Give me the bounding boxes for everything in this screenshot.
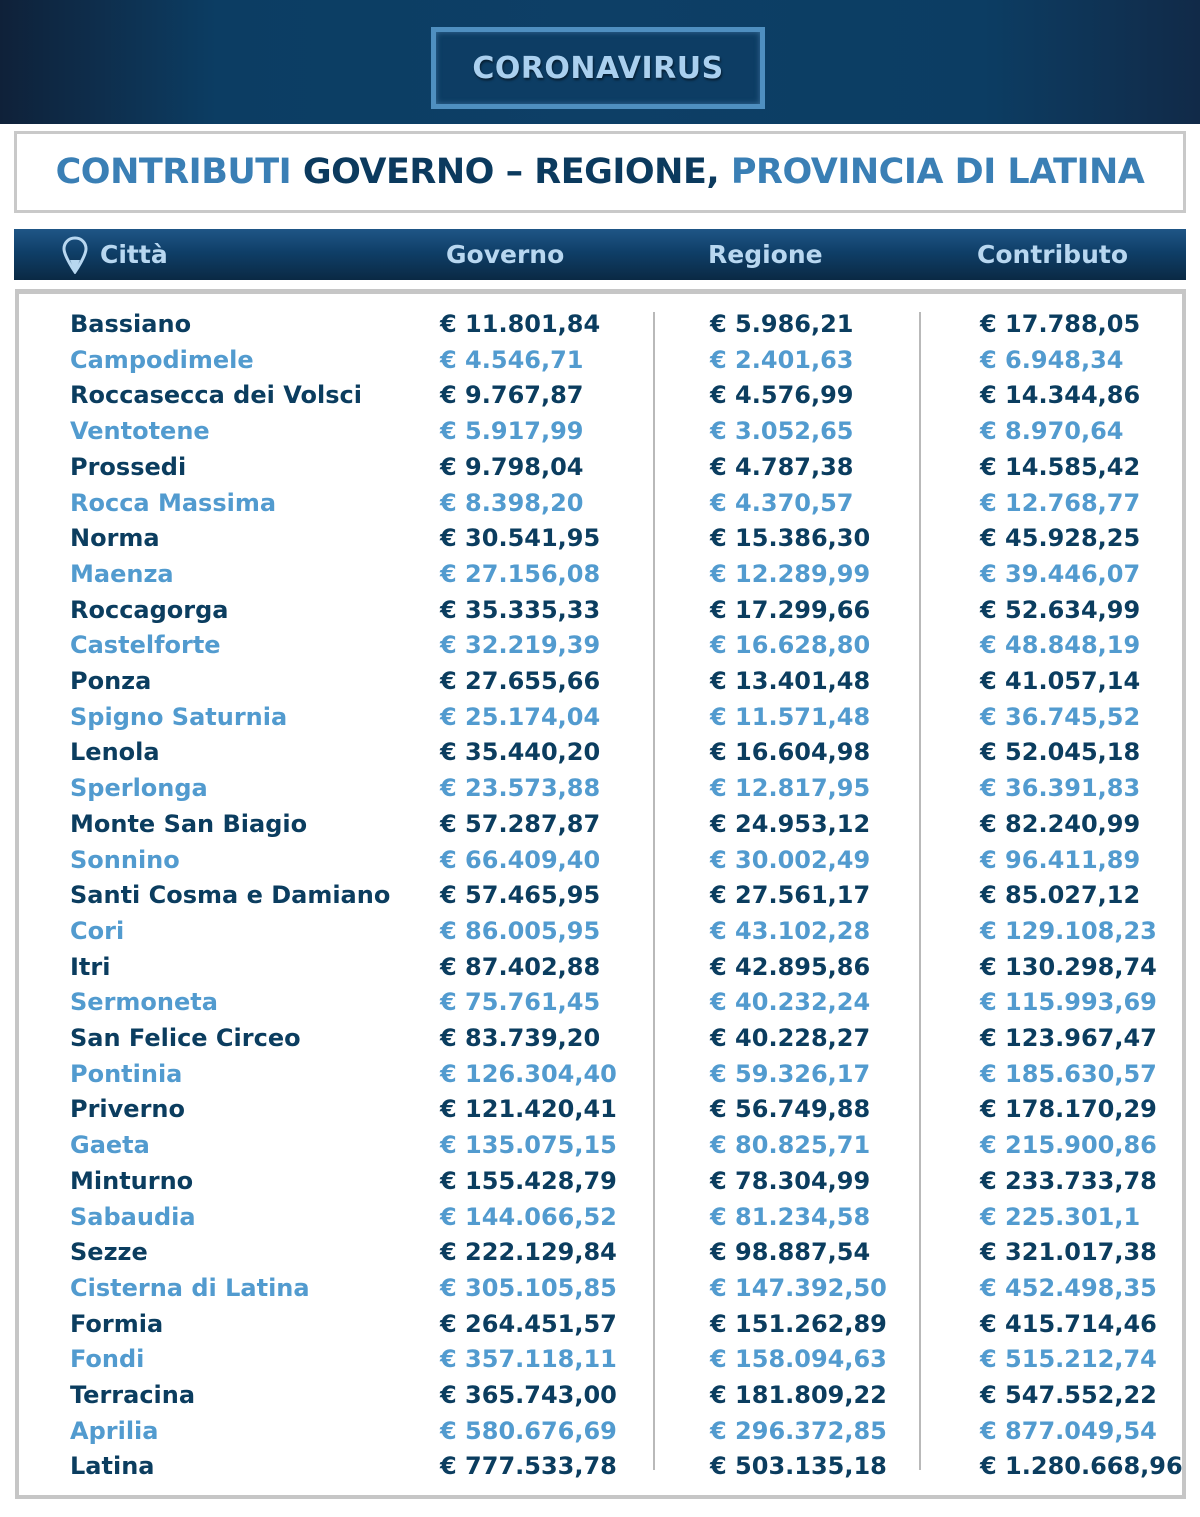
- government-cell: € 365.743,00: [440, 1381, 617, 1409]
- city-cell: Sabaudia: [70, 1202, 196, 1231]
- city-cell: Norma: [70, 524, 160, 553]
- table-row: [19, 1163, 1182, 1199]
- table-row: [19, 306, 1182, 342]
- table-row: [19, 485, 1182, 521]
- city-cell: Roccagorga: [70, 595, 229, 624]
- city-cell: Bassiano: [70, 310, 192, 338]
- region-cell: € 24.953,12: [710, 809, 871, 838]
- region-cell: € 2.401,63: [710, 345, 854, 374]
- region-cell: € 503.135,18: [710, 1452, 887, 1481]
- city-cell: Ponza: [70, 667, 152, 695]
- page-title: [14, 131, 1186, 213]
- city-cell: Cisterna di Latina: [70, 1273, 310, 1302]
- region-cell: € 12.289,99: [710, 559, 871, 588]
- government-cell: € 5.917,99: [440, 417, 584, 446]
- government-cell: € 30.541,95: [440, 524, 601, 553]
- government-cell: € 126.304,40: [440, 1059, 617, 1088]
- total-cell: € 52.045,18: [980, 738, 1141, 767]
- city-cell: Cori: [70, 916, 125, 945]
- government-cell: € 66.409,40: [440, 845, 601, 874]
- coronavirus-badge: [431, 27, 765, 109]
- total-cell: € 1.280.668,96: [980, 1452, 1183, 1481]
- city-cell: Itri: [70, 952, 111, 981]
- city-cell: Sperlonga: [70, 774, 208, 803]
- table-row: [19, 1341, 1182, 1377]
- table-row: [19, 1199, 1182, 1235]
- total-cell: € 452.498,35: [980, 1273, 1157, 1302]
- government-cell: € 222.129,84: [440, 1238, 617, 1267]
- city-cell: Fondi: [70, 1345, 145, 1374]
- table-row: [19, 449, 1182, 485]
- region-cell: € 16.604,98: [710, 738, 871, 767]
- table-row: [19, 377, 1182, 413]
- city-cell: Maenza: [70, 559, 174, 588]
- government-cell: € 9.798,04: [440, 452, 584, 481]
- government-cell: € 57.287,87: [440, 809, 601, 838]
- total-cell: € 48.848,19: [980, 631, 1141, 660]
- table-row: [19, 842, 1182, 878]
- city-cell: Campodimele: [70, 345, 254, 374]
- government-cell: € 57.465,95: [440, 881, 601, 910]
- total-cell: € 14.585,42: [980, 452, 1141, 481]
- region-cell: € 43.102,28: [710, 916, 871, 945]
- total-cell: € 85.027,12: [980, 881, 1141, 910]
- table-row: [19, 556, 1182, 592]
- region-cell: € 59.326,17: [710, 1059, 871, 1088]
- government-cell: € 27.156,08: [440, 559, 601, 588]
- total-cell: € 130.298,74: [980, 952, 1157, 981]
- location-pin-icon: [62, 236, 88, 274]
- title-part-contributi: CONTRIBUTI: [55, 152, 292, 192]
- total-cell: € 52.634,99: [980, 595, 1141, 624]
- government-cell: € 580.676,69: [440, 1416, 617, 1445]
- total-cell: € 115.993,69: [980, 988, 1157, 1017]
- total-cell: € 215.900,86: [980, 1131, 1157, 1160]
- total-cell: € 36.391,83: [980, 774, 1141, 803]
- city-cell: Gaeta: [70, 1131, 150, 1160]
- table-row: [19, 913, 1182, 949]
- table-row: [19, 592, 1182, 628]
- table-row: [19, 1306, 1182, 1342]
- city-cell: Castelforte: [70, 631, 221, 660]
- table-header: [14, 229, 1186, 280]
- government-cell: € 32.219,39: [440, 631, 601, 660]
- table-row: [19, 1377, 1182, 1413]
- table-row: [19, 1234, 1182, 1270]
- total-cell: € 6.948,34: [980, 345, 1124, 374]
- government-cell: € 9.767,87: [440, 381, 584, 410]
- region-cell: € 12.817,95: [710, 774, 871, 803]
- badge-label: CORONAVIRUS: [472, 50, 724, 86]
- government-cell: € 35.440,20: [440, 738, 601, 767]
- table-row: [19, 984, 1182, 1020]
- region-cell: € 56.749,88: [710, 1095, 871, 1124]
- header-region: Regione: [708, 240, 823, 269]
- region-cell: € 4.576,99: [710, 381, 854, 410]
- government-cell: € 11.801,84: [440, 310, 601, 338]
- government-cell: € 83.739,20: [440, 1024, 601, 1052]
- table-row: [19, 663, 1182, 699]
- government-cell: € 144.066,52: [440, 1202, 617, 1231]
- total-cell: € 96.411,89: [980, 845, 1141, 874]
- table-row: [19, 877, 1182, 913]
- region-cell: € 40.232,24: [710, 988, 871, 1017]
- region-cell: € 181.809,22: [710, 1381, 887, 1409]
- government-cell: € 305.105,85: [440, 1273, 617, 1302]
- government-cell: € 155.428,79: [440, 1166, 617, 1195]
- table-row: [19, 734, 1182, 770]
- total-cell: € 415.714,46: [980, 1309, 1157, 1338]
- region-cell: € 147.392,50: [710, 1273, 887, 1302]
- government-cell: € 35.335,33: [440, 595, 601, 624]
- region-cell: € 15.386,30: [710, 524, 871, 553]
- region-cell: € 151.262,89: [710, 1309, 887, 1338]
- total-cell: € 547.552,22: [980, 1381, 1157, 1409]
- city-cell: Pontinia: [70, 1059, 183, 1088]
- region-cell: € 3.052,65: [710, 417, 854, 446]
- table-row: [19, 627, 1182, 663]
- table-row: [19, 806, 1182, 842]
- total-cell: € 82.240,99: [980, 809, 1141, 838]
- region-cell: € 98.887,54: [710, 1238, 871, 1267]
- total-cell: € 233.733,78: [980, 1166, 1157, 1195]
- region-cell: € 11.571,48: [710, 702, 871, 731]
- city-cell: San Felice Circeo: [70, 1024, 301, 1052]
- city-cell: Spigno Saturnia: [70, 702, 288, 731]
- region-cell: € 16.628,80: [710, 631, 871, 660]
- total-cell: € 321.017,38: [980, 1238, 1157, 1267]
- city-cell: Prossedi: [70, 452, 187, 481]
- total-cell: € 8.970,64: [980, 417, 1124, 446]
- total-cell: € 877.049,54: [980, 1416, 1157, 1445]
- government-cell: € 75.761,45: [440, 988, 601, 1017]
- city-cell: Aprilia: [70, 1416, 159, 1445]
- city-cell: Formia: [70, 1309, 164, 1338]
- table-row: [19, 1056, 1182, 1092]
- city-cell: Rocca Massima: [70, 488, 277, 517]
- total-cell: € 129.108,23: [980, 916, 1157, 945]
- government-cell: € 4.546,71: [440, 345, 584, 374]
- table-row: [19, 1413, 1182, 1449]
- table-row: [19, 1020, 1182, 1056]
- total-cell: € 123.967,47: [980, 1024, 1157, 1052]
- header-city: Città: [100, 240, 168, 269]
- region-cell: € 17.299,66: [710, 595, 871, 624]
- government-cell: € 8.398,20: [440, 488, 584, 517]
- region-cell: € 4.787,38: [710, 452, 854, 481]
- total-cell: € 41.057,14: [980, 667, 1141, 695]
- table-row: [19, 770, 1182, 806]
- city-cell: Terracina: [70, 1381, 196, 1409]
- city-cell: Latina: [70, 1452, 155, 1481]
- table-row: [19, 699, 1182, 735]
- total-cell: € 36.745,52: [980, 702, 1141, 731]
- city-cell: Sonnino: [70, 845, 180, 874]
- table-row: [19, 342, 1182, 378]
- total-cell: € 45.928,25: [980, 524, 1141, 553]
- total-cell: € 185.630,57: [980, 1059, 1157, 1088]
- table-row: [19, 1270, 1182, 1306]
- total-cell: € 39.446,07: [980, 559, 1141, 588]
- title-part-provincia: PROVINCIA DI LATINA: [730, 152, 1145, 192]
- total-cell: € 225.301,1: [980, 1202, 1141, 1231]
- government-cell: € 264.451,57: [440, 1309, 617, 1338]
- region-cell: € 4.370,57: [710, 488, 854, 517]
- region-cell: € 5.986,21: [710, 310, 854, 338]
- region-cell: € 158.094,63: [710, 1345, 887, 1374]
- government-cell: € 86.005,95: [440, 916, 601, 945]
- region-cell: € 27.561,17: [710, 881, 871, 910]
- government-cell: € 23.573,88: [440, 774, 601, 803]
- region-cell: € 42.895,86: [710, 952, 871, 981]
- table-row: [19, 520, 1182, 556]
- table-row: [19, 949, 1182, 985]
- government-cell: € 777.533,78: [440, 1452, 617, 1481]
- city-cell: Ventotene: [70, 417, 210, 446]
- region-cell: € 13.401,48: [710, 667, 871, 695]
- table-row: [19, 1448, 1182, 1484]
- total-cell: € 515.212,74: [980, 1345, 1157, 1374]
- total-cell: € 17.788,05: [980, 310, 1141, 338]
- table-row: [19, 1127, 1182, 1163]
- region-cell: € 78.304,99: [710, 1166, 871, 1195]
- header-government: Governo: [446, 240, 565, 269]
- table-row: [19, 1091, 1182, 1127]
- city-cell: Santi Cosma e Damiano: [70, 881, 391, 910]
- total-cell: € 12.768,77: [980, 488, 1141, 517]
- region-cell: € 81.234,58: [710, 1202, 871, 1231]
- data-table: [15, 289, 1186, 1499]
- total-cell: € 14.344,86: [980, 381, 1141, 410]
- city-cell: Priverno: [70, 1095, 185, 1124]
- government-cell: € 87.402,88: [440, 952, 601, 981]
- top-banner: [0, 0, 1200, 124]
- government-cell: € 27.655,66: [440, 667, 601, 695]
- region-cell: € 40.228,27: [710, 1024, 871, 1052]
- header-total: Contributo: [977, 240, 1128, 269]
- government-cell: € 357.118,11: [440, 1345, 617, 1374]
- city-cell: Sezze: [70, 1238, 148, 1267]
- region-cell: € 296.372,85: [710, 1416, 887, 1445]
- city-cell: Minturno: [70, 1166, 194, 1195]
- government-cell: € 25.174,04: [440, 702, 601, 731]
- total-cell: € 178.170,29: [980, 1095, 1157, 1124]
- government-cell: € 135.075,15: [440, 1131, 617, 1160]
- city-cell: Roccasecca dei Volsci: [70, 381, 362, 410]
- city-cell: Sermoneta: [70, 988, 218, 1017]
- region-cell: € 80.825,71: [710, 1131, 871, 1160]
- government-cell: € 121.420,41: [440, 1095, 617, 1124]
- title-part-governo-regione: GOVERNO – REGIONE,: [302, 152, 720, 192]
- city-cell: Monte San Biagio: [70, 809, 308, 838]
- table-row: [19, 413, 1182, 449]
- region-cell: € 30.002,49: [710, 845, 871, 874]
- city-cell: Lenola: [70, 738, 160, 767]
